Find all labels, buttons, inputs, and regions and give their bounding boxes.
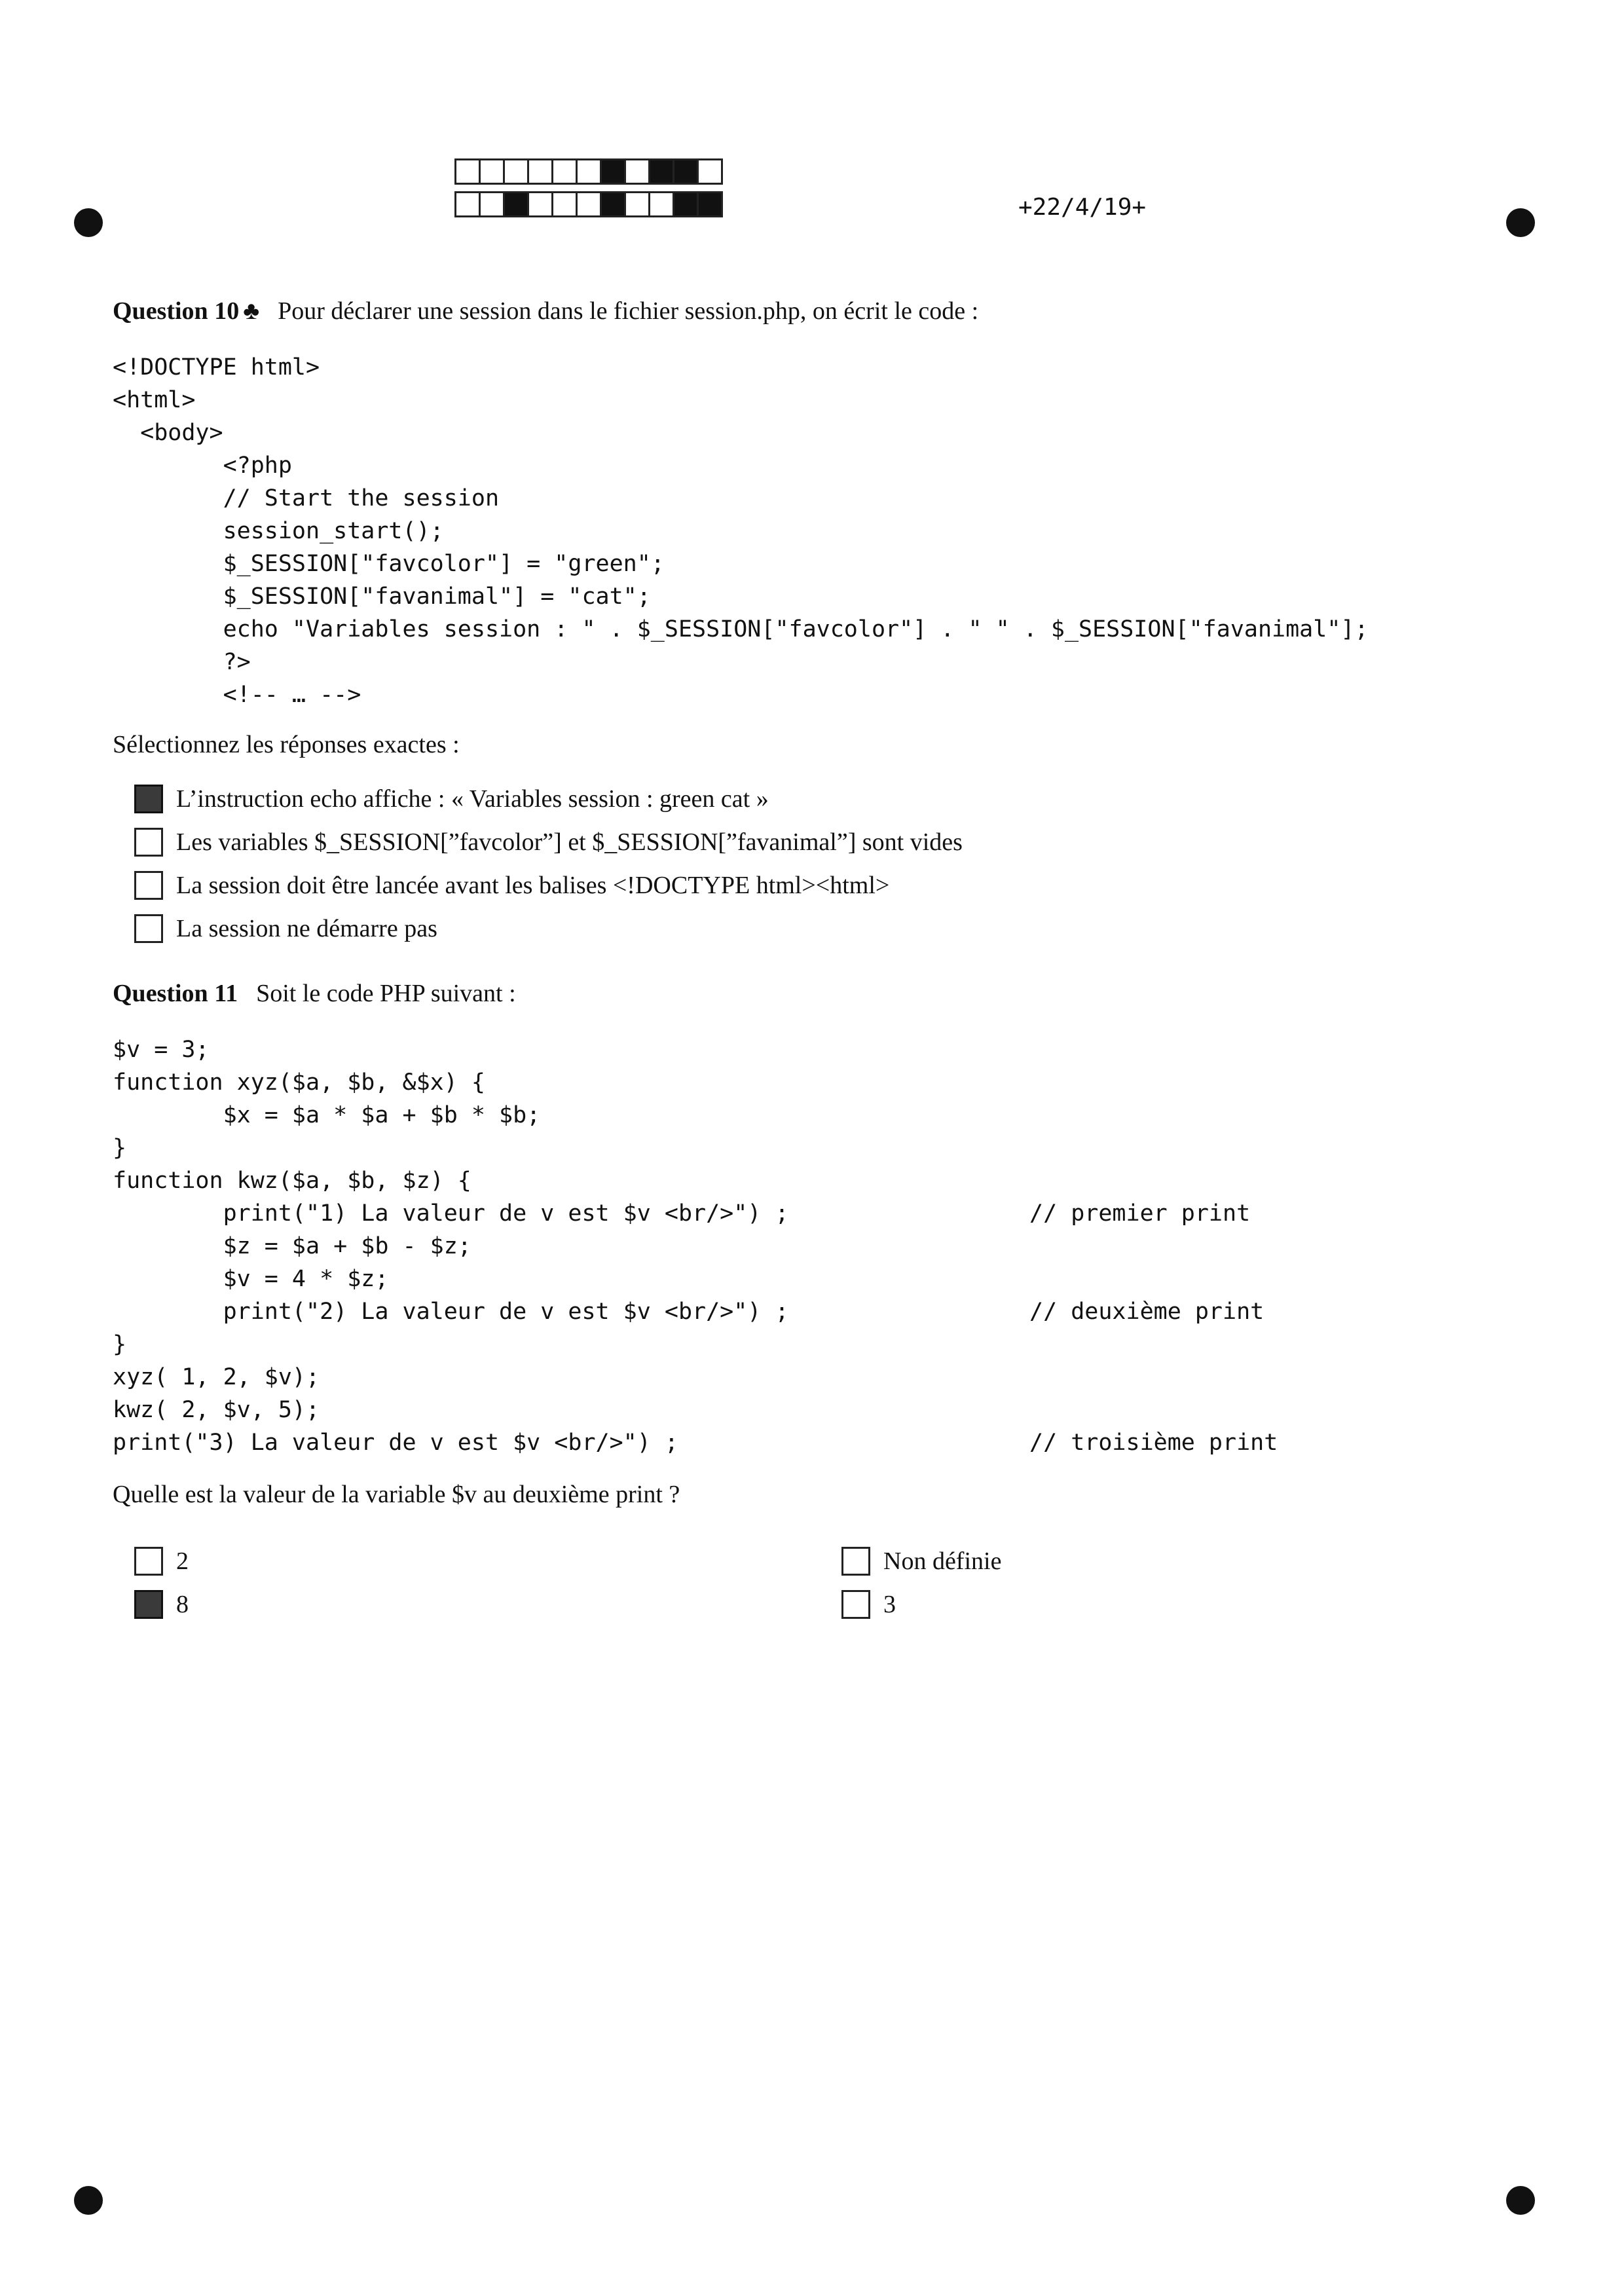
barcode-cell	[673, 158, 699, 185]
answer-option[interactable]	[134, 828, 963, 857]
answer-label: L’instruction echo affiche : « Variables session : green cat »	[176, 785, 769, 813]
question-label: Question 11	[113, 980, 238, 1007]
answer-checkbox[interactable]	[841, 1590, 870, 1619]
comment-deuxieme-print: // deuxième print	[1029, 1299, 1264, 1325]
barcode-cell	[600, 191, 626, 217]
question-label: Question 10	[113, 297, 240, 325]
answer-checkbox[interactable]	[134, 914, 163, 943]
answer-label: 8	[176, 1591, 189, 1618]
comment-premier-print: // premier print	[1029, 1200, 1251, 1227]
barcode-cell	[648, 158, 674, 185]
answer-option[interactable]	[841, 1547, 1001, 1576]
corner-mark-top-left	[74, 208, 103, 237]
question-10-title	[113, 297, 978, 325]
barcode-cell	[551, 191, 578, 217]
answer-option[interactable]	[134, 1590, 189, 1619]
barcode-cell	[479, 158, 505, 185]
answer-label: 3	[883, 1591, 896, 1618]
barcode-cell	[527, 191, 553, 217]
answer-label: La session ne démarre pas	[176, 915, 437, 942]
question-10-code: <!DOCTYPE html> <html> <body> <?php // Start the session session_start(); $_SESSION["favcolor"] = "green"; $_SESSION["favanimal"] = "cat"; echo "Variables session : " . $_SESSION["favcolor"] . " " . $_SESSION["favanimal"]; ?> <!-- … -->	[113, 354, 1369, 708]
barcode-cell	[454, 191, 481, 217]
corner-mark-bottom-left	[74, 2186, 103, 2215]
corner-mark-top-right	[1506, 208, 1535, 237]
answer-option[interactable]	[134, 871, 889, 900]
answer-checkbox[interactable]	[134, 871, 163, 900]
barcode-cell	[576, 191, 602, 217]
answer-label: Les variables $_SESSION[”favcolor”] et $_SESSION[”favanimal”] sont vides	[176, 828, 963, 856]
answer-option[interactable]	[134, 1547, 189, 1576]
barcode-cell	[576, 158, 602, 185]
answer-option[interactable]	[134, 785, 769, 813]
comment-troisieme-print: // troisième print	[1029, 1430, 1278, 1456]
barcode-cell	[551, 158, 578, 185]
answer-label: 2	[176, 1547, 189, 1575]
page-id: +22/4/19+	[1018, 194, 1147, 221]
corner-mark-bottom-right	[1506, 2186, 1535, 2215]
answer-option[interactable]	[134, 914, 437, 943]
question-11-title	[113, 979, 516, 1008]
barcode-cell	[673, 191, 699, 217]
barcode-cell	[479, 191, 505, 217]
barcode-cell	[503, 191, 529, 217]
question-text: Pour déclarer une session dans le fichier session.php, on écrit le code :	[278, 297, 979, 325]
answer-checkbox[interactable]	[134, 1590, 163, 1619]
barcode-cell	[503, 158, 529, 185]
barcode-cell	[624, 158, 650, 185]
barcode-cell	[697, 191, 723, 217]
answer-label: Non définie	[883, 1547, 1002, 1575]
answer-option[interactable]	[841, 1590, 896, 1619]
barcode-cell	[454, 158, 481, 185]
barcode-cell	[600, 158, 626, 185]
barcode-cell	[697, 158, 723, 185]
question-10-prompt: Sélectionnez les réponses exactes :	[113, 731, 460, 758]
question-text: Soit le code PHP suivant :	[256, 980, 516, 1007]
barcode-cell	[624, 191, 650, 217]
page-barcode-row-2	[456, 191, 723, 217]
answer-checkbox[interactable]	[134, 785, 163, 813]
club-icon: ♣	[243, 297, 260, 325]
answer-checkbox[interactable]	[841, 1547, 870, 1576]
question-11-code: $v = 3; function xyz($a, $b, &$x) { $x = $a * $a + $b * $b; } function kwz($a, $b, $z) { print("1) La valeur de v est $v <br/>") ; $z = $a + $b - $z; $v = 4 * $z; print("2) La valeur de v est $v <br/>") ; } xyz( 1, 2, $v); kwz( 2, $v, 5); print("3) La valeur de v est $v <br/>") ;	[113, 1037, 789, 1456]
barcode-cell	[527, 158, 553, 185]
question-11-prompt: Quelle est la valeur de la variable $v au deuxième print ?	[113, 1481, 680, 1508]
page-barcode-row-1	[456, 158, 723, 185]
answer-checkbox[interactable]	[134, 828, 163, 857]
answer-label: La session doit être lancée avant les balises <!DOCTYPE html><html>	[176, 872, 890, 899]
barcode-cell	[648, 191, 674, 217]
answer-checkbox[interactable]	[134, 1547, 163, 1576]
